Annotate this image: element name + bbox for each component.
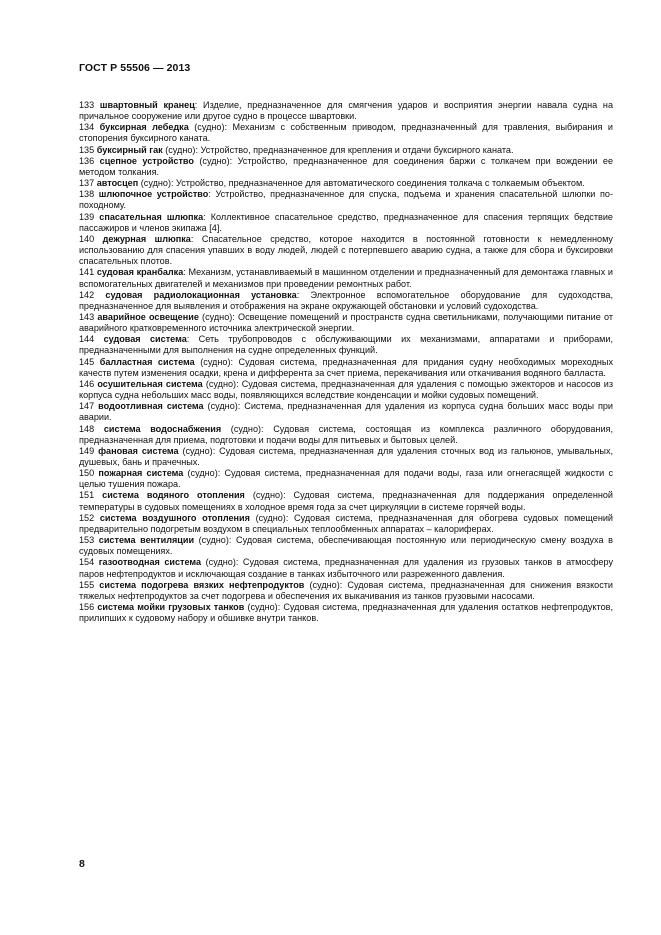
term-entry-140 [79, 234, 613, 267]
term-name: буксирный гак [96, 144, 163, 155]
term-number: 155 [79, 579, 95, 590]
document-header: ГОСТ Р 55506 — 2013 [79, 62, 191, 74]
term-number: 150 [79, 468, 95, 479]
term-definition: : Судовая система, предназначенная для придания судну необходимых мореходных качеств путем изменения осадки, крена и дифферента за счет приема, перекачивания или откачивания водяного балласта. [79, 356, 613, 378]
term-entry-138 [79, 189, 613, 211]
term-entry-142 [79, 290, 613, 312]
term-name: аварийное освещение [97, 311, 199, 322]
term-definition: : Механизм с собственным приводом, предназначенный для травления, выбирания и стопорения буксирного каната. [79, 122, 613, 144]
term-definition: : Судовая система, предназначенная для поддержания определенной температуры в судовых помещениях в холодное время года за счет циркуляции в системе горячей воды. [79, 490, 613, 512]
term-name: автосцеп [96, 178, 139, 189]
term-name: сцепное устройство [99, 155, 194, 166]
term-entry-149 [79, 446, 613, 468]
term-number: 137 [79, 178, 95, 189]
term-name: система водоснабжения [103, 423, 222, 434]
term-definition: : Судовая система, предназначенная для удаления сточных вод из гальюнов, умывальных, душевых, бань и прачечных. [79, 445, 614, 467]
term-qualifier: (судно) [198, 311, 233, 322]
term-name: фановая система [98, 445, 179, 456]
term-qualifier: (судно) [194, 535, 229, 546]
term-definition: : Механизм, устанавливаемый в машинном отделении и предназначенный для демонтажа главных и вспомогательных двигателей и механизмов при проведении ремонтных работ. [79, 267, 613, 289]
term-qualifier: (судно) [138, 178, 171, 189]
term-entry-141 [79, 267, 613, 289]
term-entry-156 [79, 602, 613, 624]
term-name: пожарная система [98, 468, 184, 479]
term-qualifier: (судно) [304, 579, 340, 590]
term-name: шлюпочное устройство [98, 189, 209, 200]
term-name: буксирная лебедка [99, 122, 189, 133]
term-definition: : Устройство, предназначенное для автоматического соединения толкача с толкаемым объектом. [170, 178, 585, 189]
term-number: 145 [79, 356, 95, 367]
term-qualifier: (судно) [188, 122, 225, 133]
term-name: система воздушного отопления [99, 512, 250, 523]
term-entry-136 [79, 156, 613, 178]
term-number: 136 [79, 155, 95, 166]
term-name: газоотводная система [98, 557, 202, 568]
term-entry-139 [79, 212, 613, 234]
term-definition: : Судовая система, предназначенная для снижения вязкости тяжелых нефтепродуктов за счет подогрева и обеспечения их выкачивания из танков грузовыми насосами. [79, 579, 614, 601]
term-entry-150 [79, 468, 613, 490]
term-number: 146 [79, 378, 95, 389]
term-number: 153 [79, 535, 95, 546]
term-definition: : Судовая система, предназначенная для подачи воды, газа или огнегасящей жидкости с целью тушения пожара. [79, 468, 614, 490]
term-number: 141 [79, 267, 95, 278]
term-qualifier: (судно) [249, 512, 286, 523]
term-definition: : Судовая система, обеспечивающая постоянную или периодическую смену воздуха в судовых помещениях. [79, 535, 613, 557]
terms-list [79, 100, 613, 624]
term-definition: : Изделие, предназначенное для смягчения ударов и восприятия энергии навала судна на причальное сооружение или другое судно в процессе швартовки. [79, 100, 614, 122]
term-entry-145 [79, 357, 613, 379]
term-entry-147 [79, 401, 613, 423]
term-entry-155 [79, 580, 613, 602]
term-definition: : Освещение помещений и пространств судна светильниками, получающими питание от аварийного кратковременного источника электрической энергии. [79, 311, 614, 334]
term-number: 134 [79, 122, 95, 133]
term-entry-148 [79, 424, 613, 446]
term-qualifier: (судно) [194, 356, 231, 367]
term-definition: : Коллективное спасательное средство, предназначенное для спасения терпящих бедствие пассажиров и членов экипажа [4]. [79, 211, 613, 233]
term-number: 152 [79, 512, 95, 523]
term-name: система вентиляции [98, 535, 195, 546]
term-number: 156 [79, 602, 95, 613]
term-name: дежурная шлюпка [102, 233, 191, 244]
term-definition: : Судовая система, предназначенная для обогрева судовых помещений предварительно подогретым воздухом в специальных теплообменных аппаратах – калориферах. [79, 512, 614, 534]
term-number: 148 [79, 423, 95, 434]
term-name: система подогрева вязких нефтепродуктов [99, 579, 305, 590]
term-entry-133 [79, 100, 613, 122]
term-name: спасательная шлюпка [99, 211, 204, 222]
term-number: 147 [79, 401, 95, 412]
term-number: 154 [79, 557, 95, 568]
term-entry-152 [79, 513, 613, 535]
term-entry-154 [79, 557, 613, 579]
term-definition: : Сеть трубопроводов с обслуживающими их механизмами, аппаратами и приборами, предназначенными для выполнения на судне определенных функций. [79, 334, 613, 356]
term-number: 143 [79, 311, 95, 322]
term-entry-153 [79, 535, 613, 557]
term-definition: : Устройство, предназначенное для спуска, подъема и хранения спасательной шлюпки по-походному. [79, 189, 614, 211]
term-qualifier: (судно) [201, 557, 236, 568]
term-name: балластная система [99, 356, 195, 367]
term-number: 138 [79, 189, 95, 200]
term-definition: : Спасательное средство, которое находится в постоянной готовности к немедленному использованию для спасения упавших в воду людей, людей с потерпевшего аварию судна, а также для сбора и буксировки спасательных плотов. [79, 233, 613, 267]
term-name: система водяного отопления [102, 490, 245, 501]
term-definition: : Устройство, предназначенное для крепления и отдачи буксирного каната. [195, 144, 514, 155]
term-number: 144 [79, 334, 95, 345]
term-entry-144 [79, 334, 613, 356]
term-definition: : Судовая система, предназначенная для удаления остатков нефтепродуктов, прилипших к судовому набору и обшивке внутри танков. [79, 602, 613, 624]
term-definition: : Судовая система, состоящая из комплекса различного оборудования, предназначенная для приема, подготовки и подачи воды для питьевых и бытовых целей. [79, 423, 613, 445]
term-qualifier: (судно) [202, 378, 237, 389]
term-number: 142 [79, 289, 95, 300]
term-entry-137 [79, 178, 613, 189]
term-number: 149 [79, 445, 95, 456]
term-entry-151 [79, 490, 613, 512]
term-name: судовая кранбалка [96, 267, 184, 278]
term-name: судовая радиолокационная установка [105, 289, 297, 300]
term-name: осушительная система [97, 378, 203, 389]
term-qualifier: (судно) [193, 155, 230, 166]
page-number: 8 [79, 858, 85, 870]
term-qualifier: (судно) [162, 144, 196, 155]
term-definition: : Система, предназначенная для удаления из корпуса судна больших масс воды при аварии. [79, 401, 614, 423]
term-name: система мойки грузовых танков [97, 602, 245, 613]
term-number: 151 [79, 490, 95, 501]
term-number: 135 [79, 144, 95, 155]
term-name: водоотливная система [98, 401, 204, 412]
term-number: 140 [79, 233, 95, 244]
term-qualifier: (судно) [183, 468, 218, 479]
term-qualifier: (судно) [221, 423, 262, 434]
term-name: судовая система [103, 334, 187, 345]
term-number: 139 [79, 211, 95, 222]
term-entry-146 [79, 379, 613, 401]
term-name: швартовный кранец [99, 100, 195, 110]
term-entry-134 [79, 122, 613, 144]
term-number: 133 [79, 100, 95, 110]
term-definition: : Устройство, предназначенное для соединения баржи с толкачем при вождении ее методом толкания. [79, 155, 614, 177]
term-definition: : Судовая система, предназначенная для удаления из грузовых танков в атмосферу паров нефтепродуктов и исключающая создание в танках избыточного или разреженного давления. [79, 557, 613, 579]
term-qualifier: (судно) [244, 602, 278, 613]
term-qualifier: (судно) [244, 490, 284, 501]
term-entry-135 [79, 145, 613, 156]
term-definition: : Электронное вспомогательное оборудование для судоходства, предназначенное для выявления и отображения на экране окружающей обстановки и условий судоходства. [79, 289, 614, 311]
term-qualifier: (судно) [203, 401, 238, 412]
term-entry-143 [79, 312, 613, 334]
term-qualifier: (судно) [178, 445, 213, 456]
term-definition: : Судовая система, предназначенная для удаления с помощью эжекторов и насосов из корпуса судна небольших масс воды, появляющихся вследствие конденсации и мойки судовых помещений. [79, 378, 614, 401]
